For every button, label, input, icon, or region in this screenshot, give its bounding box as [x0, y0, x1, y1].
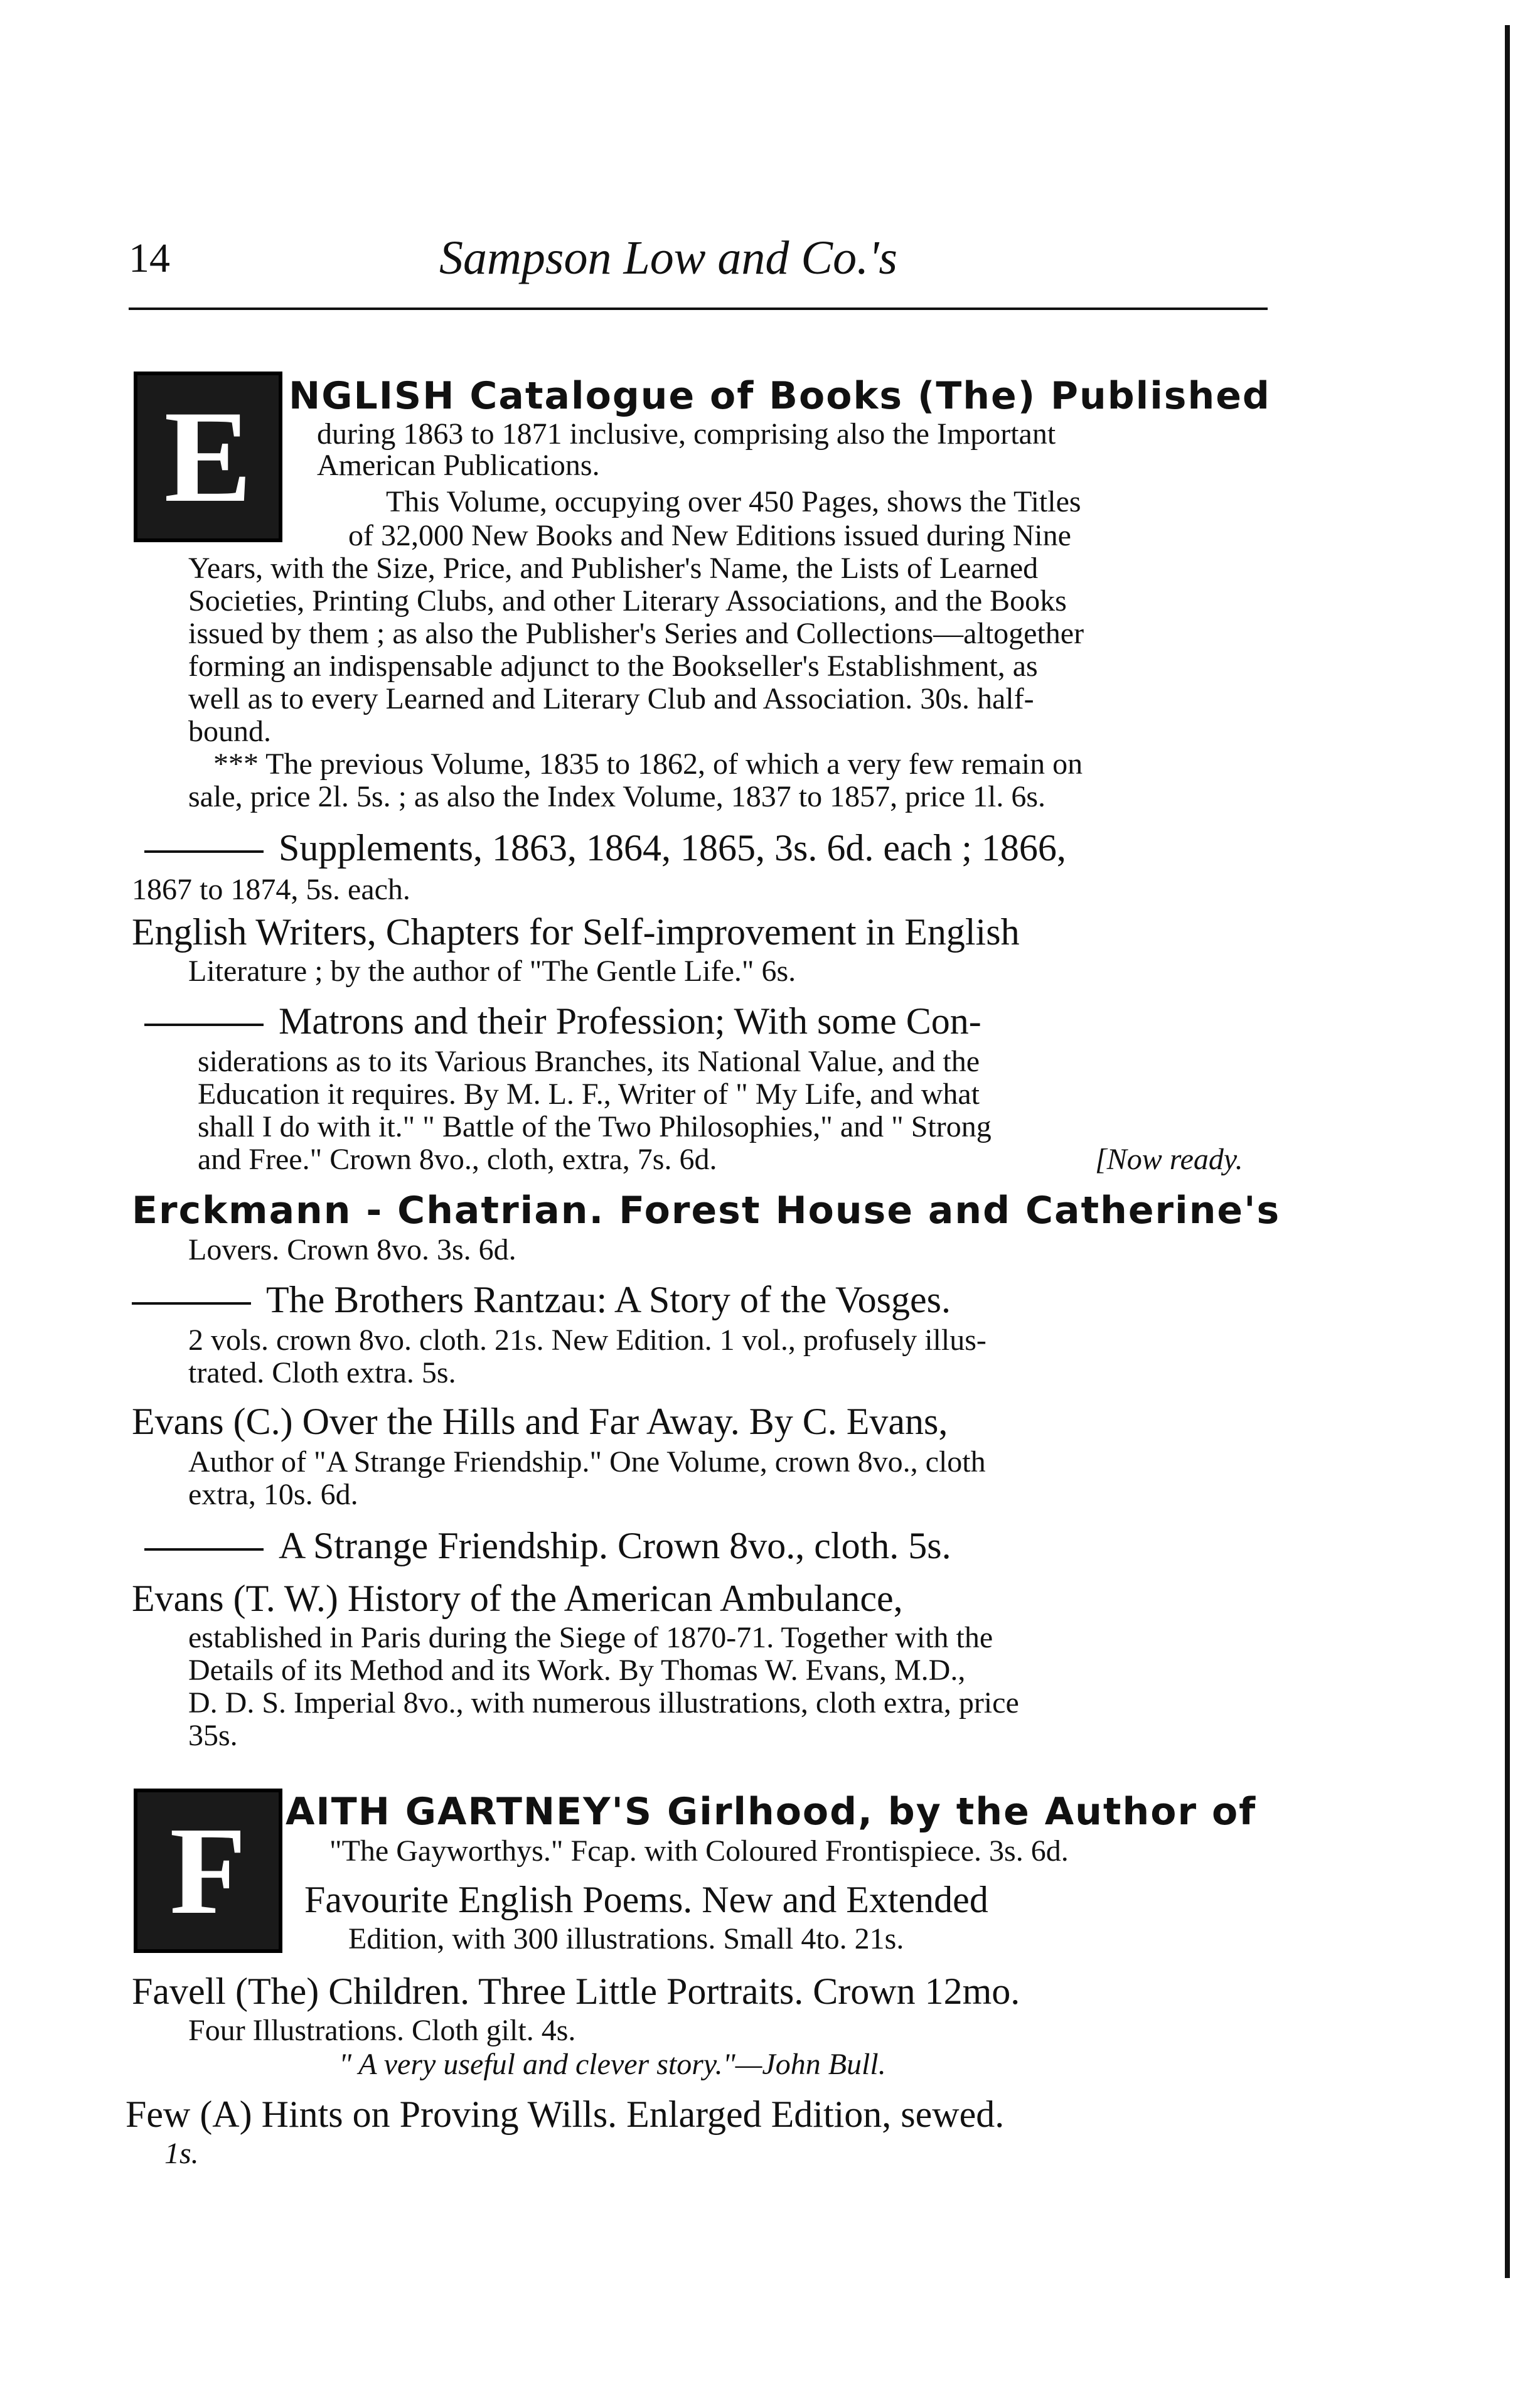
entry-text: This Volume, occupying over 450 Pages, shows the Titles — [386, 485, 1081, 518]
ditto-dash — [144, 850, 264, 853]
entry-brothers-rantzau: The Brothers Rantzau: A Story of the Vosges. — [132, 1278, 951, 1322]
entry-text: Four Illustrations. Cloth gilt. 4s. — [188, 2014, 576, 2047]
entry-text: trated. Cloth extra. 5s. — [188, 1356, 456, 1389]
ditto-dash — [144, 1548, 264, 1551]
entry-text: "The Gayworthys." Fcap. with Coloured Frontispiece. 3s. 6d. — [329, 1834, 1069, 1868]
entry-text: and Free." Crown 8vo., cloth, extra, 7s. 6d. — [198, 1143, 717, 1176]
entry-text: of 32,000 New Books and New Editions issued during Nine — [348, 519, 1071, 552]
entry-status: [Now ready. — [1095, 1143, 1243, 1176]
entry-strange-friendship: A Strange Friendship. Crown 8vo., cloth. 5s. — [144, 1524, 951, 1568]
entry-text: during 1863 to 1871 inclusive, comprising also the Important — [317, 417, 1056, 451]
header-rule — [129, 308, 1268, 310]
entry-quote: " A very useful and clever story."—John Bull. — [339, 2048, 886, 2081]
entry-text: Literature ; by the author of "The Gentle Life." 6s. — [188, 955, 796, 988]
page-number: 14 — [129, 235, 170, 281]
page-edge-line — [1505, 25, 1510, 2278]
entry-favell: Favell (The) Children. Three Little Portraits. Crown 12mo. — [132, 1971, 1020, 2012]
entry-few-hints: Few (A) Hints on Proving Wills. Enlarged Edition, sewed. — [126, 2094, 1005, 2135]
entry-price: 1s. — [164, 2137, 199, 2170]
entry-text: Edition, with 300 illustrations. Small 4to. 21s. — [348, 1922, 904, 1955]
entry-text: Education it requires. By M. L. F., Writer of " My Life, and what — [198, 1078, 980, 1111]
entry-evans-tw: Evans (T. W.) History of the American Ambulance, — [132, 1578, 903, 1619]
entry-faith-gartney: AITH GARTNEY'S Girlhood, by the Author of — [286, 1790, 1257, 1834]
entry-text: forming an indispensable adjunct to the Bookseller's Establishment, as — [188, 650, 1038, 683]
entry-supplements: Supplements, 1863, 1864, 1865, 3s. 6d. each ; 1866, — [144, 826, 1066, 870]
entry-text: issued by them ; as also the Publisher's Series and Collections—altogether — [188, 617, 1084, 650]
entry-favourite-poems: Favourite English Poems. New and Extended — [304, 1879, 988, 1920]
entry-text: well as to every Learned and Literary Club and Association. 30s. half- — [188, 682, 1034, 715]
ditto-dash — [132, 1302, 251, 1305]
entry-text: sale, price 2l. 5s. ; as also the Index Volume, 1837 to 1857, price 1l. 6s. — [188, 780, 1046, 813]
drop-cap-f: F — [134, 1789, 282, 1953]
drop-cap-e: E — [134, 372, 282, 542]
entry-english-writers: English Writers, Chapters for Self-improvement in English — [132, 911, 1020, 953]
entry-text: Details of its Method and its Work. By Thomas W. Evans, M.D., — [188, 1654, 966, 1687]
entry-text: extra, 10s. 6d. — [188, 1478, 358, 1511]
entry-evans-c: Evans (C.) Over the Hills and Far Away. By C. Evans, — [132, 1401, 948, 1442]
entry-text: siderations as to its Various Branches, its National Value, and the — [198, 1045, 980, 1078]
entry-text: *** The previous Volume, 1835 to 1862, of which a very few remain on — [213, 747, 1083, 781]
entry-text: 35s. — [188, 1719, 238, 1752]
entry-english-catalogue-title: NGLISH Catalogue of Books (The) Published — [289, 374, 1271, 418]
ditto-dash — [144, 1024, 264, 1026]
entry-text: American Publications. — [317, 449, 600, 482]
entry-text: 2 vols. crown 8vo. cloth. 21s. New Edition. 1 vol., profusely illus- — [188, 1324, 987, 1357]
entry-matrons: Matrons and their Profession; With some Con- — [144, 999, 981, 1043]
entry-text: Author of "A Strange Friendship." One Volume, crown 8vo., cloth — [188, 1445, 986, 1479]
entry-text: Societies, Printing Clubs, and other Literary Associations, and the Books — [188, 584, 1067, 618]
running-title: Sampson Low and Co.'s — [439, 232, 897, 284]
entry-text: bound. — [188, 715, 271, 748]
entry-text: Years, with the Size, Price, and Publisher's Name, the Lists of Learned — [188, 552, 1039, 585]
entry-text: D. D. S. Imperial 8vo., with numerous illustrations, cloth extra, price — [188, 1686, 1019, 1720]
entry-text: Lovers. Crown 8vo. 3s. 6d. — [188, 1233, 516, 1266]
entry-text: shall I do with it." " Battle of the Two Philosophies," and " Strong — [198, 1110, 992, 1143]
entry-text: established in Paris during the Siege of 1870-71. Together with the — [188, 1621, 993, 1654]
entry-erckmann: Erckmann - Chatrian. Forest House and Catherine's — [132, 1189, 1281, 1233]
entry-text: 1867 to 1874, 5s. each. — [132, 873, 410, 906]
